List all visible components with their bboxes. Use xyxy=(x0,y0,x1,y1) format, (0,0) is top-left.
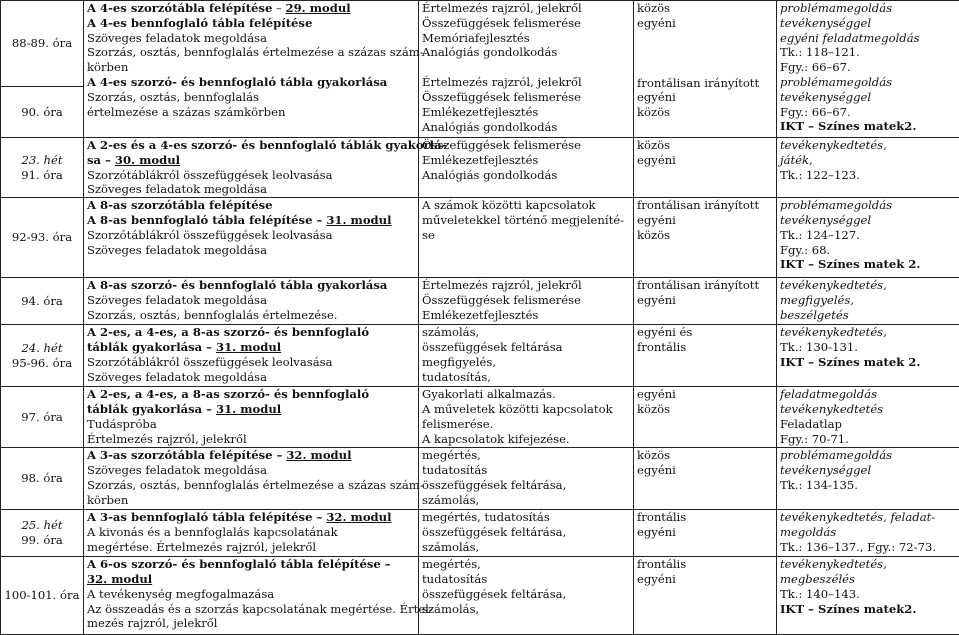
workform-item: közös xyxy=(637,105,773,120)
table-row xyxy=(1,325,959,387)
workform-item: egyéni xyxy=(637,463,773,478)
topic-cell xyxy=(84,278,419,325)
topic-text: Szorzótáblákról összefüggések leolvasása xyxy=(87,228,415,243)
method-cell xyxy=(777,557,959,635)
lesson-cell xyxy=(1,510,84,557)
textbook-ref: Tk.: 124–127. xyxy=(780,228,956,243)
textbook-ref: Tk.: 118–121. xyxy=(780,45,956,60)
table-row xyxy=(1,510,959,557)
method-item: problémamegoldás xyxy=(780,198,956,213)
workform-item: egyéni xyxy=(637,16,773,31)
method-item: problémamegoldás xyxy=(780,75,956,90)
topic-text: körben xyxy=(87,493,415,508)
skill-item: Összefüggések felismerése xyxy=(422,16,630,31)
lesson-label: 92-93. óra xyxy=(3,230,81,245)
topic-heading: A 2-es és a 4-es szorzó- és bennfoglaló táblák gyakorlá- xyxy=(87,138,415,153)
workform-item: közös xyxy=(637,1,773,16)
method-item: tevékenykedtetés, feladat- xyxy=(780,510,956,525)
skill-item: számolás, xyxy=(422,325,630,340)
workform-cell xyxy=(634,278,777,325)
method-item: beszélgetés xyxy=(780,308,956,323)
week-label: 24. hét xyxy=(3,341,81,356)
ikt-ref: IKT – Színes matek2. xyxy=(780,602,956,617)
method-item: megoldás xyxy=(780,525,956,540)
skill-item: Memóriafejlesztés xyxy=(422,31,630,46)
workform-item: frontális xyxy=(637,510,773,525)
topic-cell xyxy=(84,198,419,278)
lesson-label: 90. óra xyxy=(3,105,81,120)
method-item: problémamegoldás xyxy=(780,448,956,463)
lesson-cell xyxy=(1,87,84,138)
skills-cell xyxy=(419,557,634,635)
table-row xyxy=(1,278,959,325)
topic-text: Szorzás, osztás, bennfoglalás értelmezése a százas szám- xyxy=(87,45,415,60)
module-label: 31. modul xyxy=(216,402,281,416)
workform-item: frontálisan irányított xyxy=(637,278,773,293)
skills-cell xyxy=(419,138,634,198)
skill-item: tudatosítás xyxy=(422,463,630,478)
workform-item: egyéni xyxy=(637,90,773,105)
topic-text: körben xyxy=(87,60,415,75)
skill-item: se xyxy=(422,228,630,243)
module-label: 30. modul xyxy=(115,153,180,167)
workform-item: egyéni xyxy=(637,387,773,402)
workform-cell xyxy=(634,387,777,448)
topic-text: mezés rajzról, jelekről xyxy=(87,616,415,631)
topic-heading: sa – xyxy=(87,153,115,167)
lesson-cell xyxy=(1,325,84,387)
topic-heading: táblák gyakorlása – xyxy=(87,340,216,354)
lesson-cell xyxy=(1,448,84,510)
method-item: tevékenykedtetés, xyxy=(780,278,956,293)
topic-text: Szorzás, osztás, bennfoglalás xyxy=(87,90,415,105)
topic-heading: A 2-es, a 4-es, a 8-as szorzó- és bennfoglaló xyxy=(87,325,415,340)
topic-text: Szöveges feladatok megoldása xyxy=(87,182,415,197)
skill-item: Összefüggések felismerése xyxy=(422,293,630,308)
workform-item: egyéni és xyxy=(637,325,773,340)
skill-item: Értelmezés rajzról, jelekről xyxy=(422,75,630,90)
method-cell xyxy=(777,387,959,448)
topic-cell xyxy=(84,510,419,557)
skill-item: megfigyelés, xyxy=(422,355,630,370)
workform-cell xyxy=(634,1,777,138)
topic-text: Tudáspróba xyxy=(87,417,415,432)
skill-item: számolás, xyxy=(422,602,630,617)
week-label: 23. hét xyxy=(3,153,81,168)
table-row xyxy=(1,1,959,87)
textbook-ref: Tk.: 130-131. xyxy=(780,340,956,355)
skill-item: számolás, xyxy=(422,540,630,555)
topic-heading: A 8-as bennfoglaló tábla felépítése – xyxy=(87,213,326,227)
method-item: tevékenykedtetés, xyxy=(780,325,956,340)
workform-cell xyxy=(634,138,777,198)
module-label: 32. modul xyxy=(87,572,415,587)
topic-heading: A 6-os szorzó- és bennfoglaló tábla felépítése – xyxy=(87,557,415,572)
skills-cell xyxy=(419,325,634,387)
worksheet-ref: Feladatlap xyxy=(780,417,956,432)
textbook-ref: Tk.: 122–123. xyxy=(780,168,956,183)
topic-heading: A 2-es, a 4-es, a 8-as szorzó- és bennfoglaló xyxy=(87,387,415,402)
skill-item: számolás, xyxy=(422,493,630,508)
topic-cell xyxy=(84,138,419,198)
lesson-cell xyxy=(1,1,84,87)
topic-text: megértése. Értelmezés rajzról, jelekről xyxy=(87,540,415,555)
method-item: feladatmegoldás xyxy=(780,387,956,402)
workform-item: frontális xyxy=(637,557,773,572)
skill-item: Emlékezetfejlesztés xyxy=(422,153,630,168)
table-row xyxy=(1,387,959,448)
topic-text: értelmezése a százas számkörben xyxy=(87,105,415,120)
skill-item: Analógiás gondolkodás xyxy=(422,45,630,60)
lesson-label: 99. óra xyxy=(3,533,81,548)
skill-item: tudatosítás xyxy=(422,572,630,587)
topic-cell xyxy=(84,557,419,635)
workform-item: egyéni xyxy=(637,293,773,308)
textbook-ref: Tk.: 136–137., Fgy.: 72-73. xyxy=(780,540,956,555)
skills-cell xyxy=(419,448,634,510)
method-cell xyxy=(777,138,959,198)
topic-cell xyxy=(84,387,419,448)
workform-cell xyxy=(634,510,777,557)
workform-item: közös xyxy=(637,448,773,463)
skill-item: Értelmezés rajzról, jelekről xyxy=(422,1,630,16)
workform-item: frontális xyxy=(637,340,773,355)
ikt-ref: IKT – Színes matek2. xyxy=(780,119,956,134)
lesson-cell xyxy=(1,387,84,448)
topic-heading: táblák gyakorlása – xyxy=(87,402,216,416)
lesson-label: 88-89. óra xyxy=(3,36,81,51)
skill-item: A számok közötti kapcsolatok xyxy=(422,198,630,213)
workbook-ref: Fgy.: 68. xyxy=(780,243,956,258)
method-cell xyxy=(777,198,959,278)
skill-item: Analógiás gondolkodás xyxy=(422,120,630,135)
module-label: 31. modul xyxy=(216,340,281,354)
topic-cell: A 4-es szorzótábla felépítése – 29. modul A 4-es bennfoglaló tábla felépítése Szöveges feladatok megoldása Szorzás, osztás, bennfoglalás értelmezése a százas szám- körben A 4-es szorzó- és bennfoglaló tábla gyakorlása Szorzás, osztás, bennfoglalás értelmezése a százas számkörben xyxy=(84,1,419,138)
topic-text: Szöveges feladatok megoldása xyxy=(87,243,415,258)
topic-text: A kivonás és a bennfoglalás kapcsolatának xyxy=(87,525,415,540)
skill-item: Értelmezés rajzról, jelekről xyxy=(422,278,630,293)
table-row xyxy=(1,557,959,635)
lesson-label: 97. óra xyxy=(3,410,81,425)
method-item: problémamegoldás xyxy=(780,1,956,16)
lesson-label: 100-101. óra xyxy=(3,588,81,603)
lesson-label: 91. óra xyxy=(3,168,81,183)
topic-text: Szorzás, osztás, bennfoglalás értelmezése a százas szám- xyxy=(87,478,415,493)
topic-text: Szöveges feladatok megoldása xyxy=(87,293,415,308)
topic-heading: A 8-as szorzótábla felépítése xyxy=(87,198,415,213)
topic-text: Szöveges feladatok megoldása xyxy=(87,463,415,478)
topic-text: Értelmezés rajzról, jelekről xyxy=(87,432,415,447)
topic-heading: A 4-es szorzó- és bennfoglaló tábla gyakorlása xyxy=(87,75,415,90)
workform-item: egyéni xyxy=(637,572,773,587)
skills-cell xyxy=(419,510,634,557)
topic-heading: A 3-as szorzótábla felépítése – xyxy=(87,448,286,462)
skill-item: Analógiás gondolkodás xyxy=(422,168,630,183)
workform-cell xyxy=(634,325,777,387)
method-item: tevékenykedtetés, xyxy=(780,557,956,572)
topic-cell xyxy=(84,325,419,387)
method-cell xyxy=(777,448,959,510)
module-label: 32. modul xyxy=(286,448,351,462)
module-label: 32. modul xyxy=(326,510,391,524)
workform-item: egyéni xyxy=(637,525,773,540)
skill-item: Emlékezetfejlesztés xyxy=(422,105,630,120)
method-cell xyxy=(777,278,959,325)
topic-text: Szöveges feladatok megoldása xyxy=(87,370,415,385)
lesson-cell xyxy=(1,138,84,198)
lesson-label: 95-96. óra xyxy=(3,356,81,371)
skill-item: megértés, tudatosítás xyxy=(422,510,630,525)
method-item: tevékenykedtetés, xyxy=(780,138,956,153)
topic-text: Szorzótáblákról összefüggések leolvasása xyxy=(87,168,415,183)
textbook-ref: Tk.: 134-135. xyxy=(780,478,956,493)
topic-text: A tevékenység megfogalmazása xyxy=(87,587,415,602)
workform-cell xyxy=(634,557,777,635)
topic-heading: A 4-es szorzótábla felépítése xyxy=(87,1,272,15)
skill-item: A műveletek közötti kapcsolatok xyxy=(422,402,630,417)
workform-item: közös xyxy=(637,402,773,417)
table-row xyxy=(1,198,959,278)
skill-item: összefüggések feltárása, xyxy=(422,587,630,602)
skill-item: megértés, xyxy=(422,448,630,463)
table-row xyxy=(1,138,959,198)
method-item: tevékenykedtetés xyxy=(780,402,956,417)
ikt-ref: IKT – Színes matek 2. xyxy=(780,257,956,272)
lesson-cell xyxy=(1,557,84,635)
workbook-ref: Fgy.: 70-71. xyxy=(780,432,956,447)
skill-item: összefüggések feltárása, xyxy=(422,478,630,493)
workform-item: egyéni xyxy=(637,153,773,168)
skill-item: megértés, xyxy=(422,557,630,572)
method-item: megbeszélés xyxy=(780,572,956,587)
topic-text: Szorzótáblákról összefüggések leolvasása xyxy=(87,355,415,370)
skills-cell xyxy=(419,387,634,448)
table-row xyxy=(1,448,959,510)
module-label: 29. modul xyxy=(286,1,351,15)
workform-item: frontálisan irányított xyxy=(637,76,773,91)
topic-text: Az összeadás és a szorzás kapcsolatának megértése. Értel- xyxy=(87,602,415,617)
lesson-cell xyxy=(1,278,84,325)
ikt-ref: IKT – Színes matek 2. xyxy=(780,355,956,370)
skill-item: Emlékezetfejlesztés xyxy=(422,308,630,323)
workform-item: frontálisan irányított xyxy=(637,198,773,213)
skill-item: összefüggések feltárása xyxy=(422,340,630,355)
workform-cell xyxy=(634,198,777,278)
skill-item: tudatosítás, xyxy=(422,370,630,385)
textbook-ref: Tk.: 140–143. xyxy=(780,587,956,602)
method-item: egyéni feladatmegoldás xyxy=(780,31,956,46)
method-item: tevékenységgel xyxy=(780,16,956,31)
workform-item: egyéni xyxy=(637,213,773,228)
week-label: 25. hét xyxy=(3,518,81,533)
topic-heading: A 4-es bennfoglaló tábla felépítése xyxy=(87,16,415,31)
lesson-label: 98. óra xyxy=(3,471,81,486)
skill-item: A kapcsolatok kifejezése. xyxy=(422,432,630,447)
workbook-ref: Fgy.: 66–67. xyxy=(780,105,956,120)
method-item: tevékenységgel xyxy=(780,213,956,228)
skill-item: Gyakorlati alkalmazás. xyxy=(422,387,630,402)
skill-item: Összefüggések felismerése xyxy=(422,138,630,153)
topic-cell xyxy=(84,448,419,510)
topic-heading: A 8-as szorzó- és bennfoglaló tábla gyakorlása xyxy=(87,278,415,293)
lesson-label: 94. óra xyxy=(3,294,81,309)
topic-heading: A 3-as bennfoglaló tábla felépítése – xyxy=(87,510,326,524)
skills-cell xyxy=(419,278,634,325)
workform-cell xyxy=(634,448,777,510)
topic-text: Szorzás, osztás, bennfoglalás értelmezése. xyxy=(87,308,415,323)
workform-item: közös xyxy=(637,228,773,243)
module-label: 31. modul xyxy=(326,213,391,227)
method-item: tevékenységgel xyxy=(780,90,956,105)
lesson-cell xyxy=(1,198,84,278)
skills-cell xyxy=(419,198,634,278)
skill-item: műveletekkel történő megjeleníté- xyxy=(422,213,630,228)
method-item: tevékenységgel xyxy=(780,463,956,478)
method-cell xyxy=(777,325,959,387)
skill-item: összefüggések feltárása, xyxy=(422,525,630,540)
skills-cell xyxy=(419,1,634,138)
method-cell xyxy=(777,1,959,138)
workbook-ref: Fgy.: 66–67. xyxy=(780,60,956,75)
skill-item: Összefüggések felismerése xyxy=(422,90,630,105)
method-cell xyxy=(777,510,959,557)
topic-text: Szöveges feladatok megoldása xyxy=(87,31,415,46)
workform-item: közös xyxy=(637,138,773,153)
method-item: megfigyelés, xyxy=(780,293,956,308)
skill-item: felismerése. xyxy=(422,417,630,432)
method-item: játék, xyxy=(780,153,956,168)
